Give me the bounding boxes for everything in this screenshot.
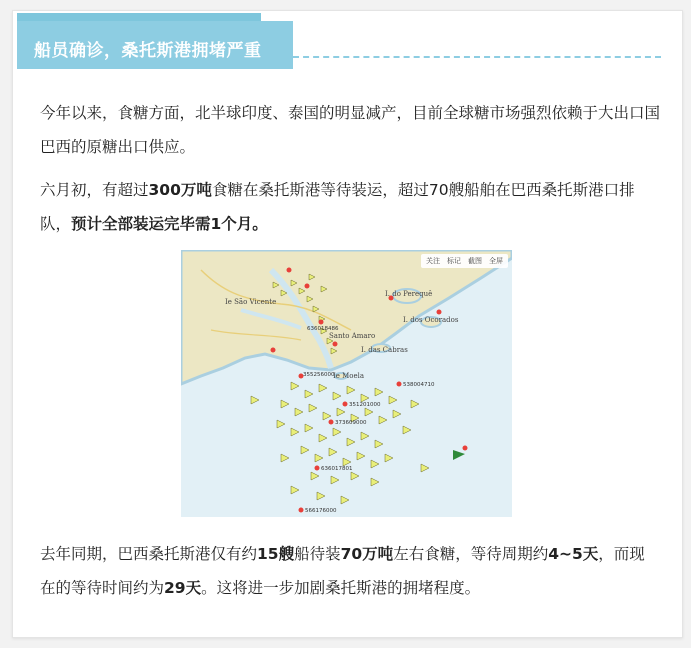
emphasis-text: 29天	[164, 579, 202, 597]
emphasis-text: 15艘	[257, 545, 295, 563]
body-text: 今年以来，食糖方面，北半球印度、泰国的明显减产，目前全球糖市场强烈依赖于大出口国巴西的原糖出口供应。	[40, 104, 661, 156]
vessel-id-label: 636017801	[321, 466, 353, 472]
header-accent-strip	[17, 13, 261, 21]
map-tool-fullscreen[interactable]: 全屏	[489, 257, 503, 265]
emphasis-text: 预计全部装运完毕需1个月。	[71, 215, 268, 233]
map-tool-follow[interactable]: 关注	[426, 257, 440, 265]
body-text: 左右食糖，等待周期约	[393, 545, 549, 563]
body-text: 六月初，有超过	[40, 181, 149, 199]
paragraph-2	[40, 173, 660, 241]
body-text: 船待装	[294, 545, 341, 563]
map-tool-screenshot[interactable]: 截图	[468, 257, 482, 265]
emphasis-text: 70万吨	[340, 545, 394, 563]
paragraph-3	[40, 537, 660, 605]
map-tool-mark[interactable]: 标记	[447, 257, 461, 265]
body-text: 。这将进一步加剧桑托斯港的拥堵程度。	[201, 579, 481, 597]
vessel-id-label: 566176000	[305, 508, 337, 514]
section-title: 船员确诊，桑托斯港拥堵严重	[34, 41, 262, 61]
vessel-id-label: 373609000	[335, 420, 367, 426]
vessel-id-label: 538004710	[403, 382, 435, 388]
label-ilha-sao-vicente: Ie São Vicente	[225, 298, 277, 306]
label-santo-amaro: Santo Amaro	[329, 332, 376, 340]
body-text: 去年同期，巴西桑托斯港仅有约	[40, 545, 258, 563]
header-divider	[293, 56, 661, 58]
paragraph-1	[40, 96, 660, 164]
label-ocorados: I. dos Ocorados	[403, 316, 459, 324]
emphasis-text: 4~5天	[548, 545, 599, 563]
vessel-id-label: 355256000	[303, 372, 335, 378]
body-text: 食糖在桑托斯港等待装运，超过70艘船舶在巴西桑托斯港口排队，	[40, 181, 635, 233]
label-pereque: I. do Perequê	[385, 290, 433, 298]
vessel-id-label: 351201000	[349, 402, 381, 408]
body-text: ，而现在的等待时间约为	[40, 545, 645, 597]
label-cabras: I. das Cabras	[361, 346, 408, 354]
vessel-map[interactable]	[181, 250, 512, 517]
emphasis-text: 300万吨	[148, 181, 212, 199]
vessel-id-label: 636018486	[307, 326, 339, 332]
label-moela: Ie Moela	[333, 372, 365, 380]
map-toolbar	[421, 254, 508, 268]
